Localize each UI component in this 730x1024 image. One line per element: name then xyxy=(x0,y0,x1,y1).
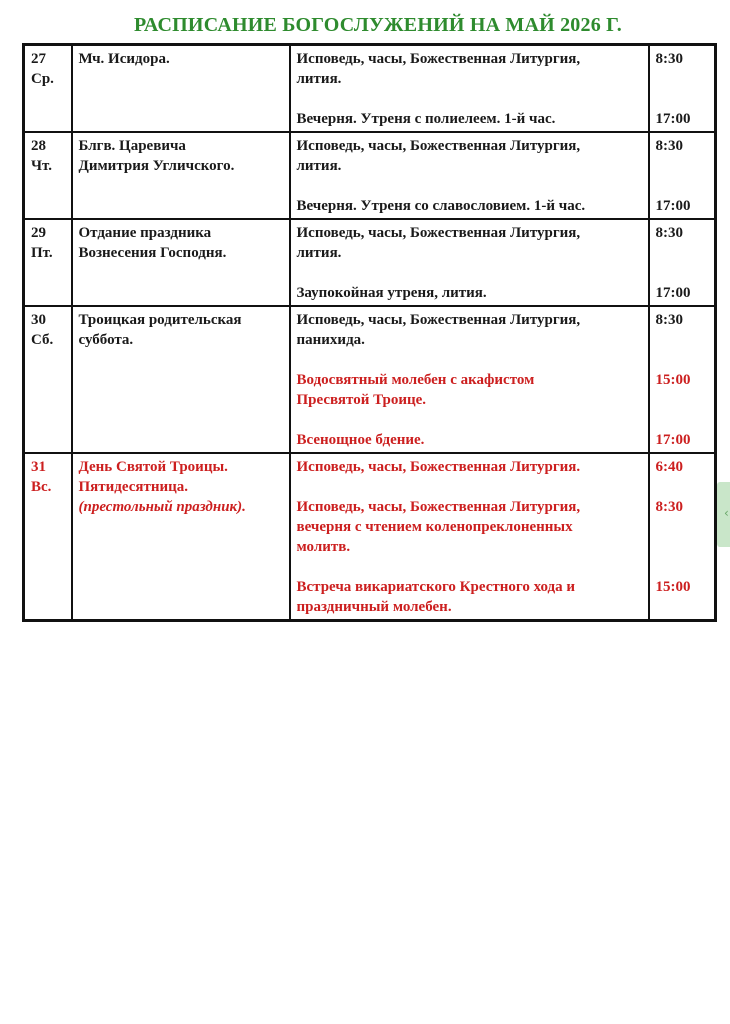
service-cell xyxy=(290,219,649,306)
time-cell xyxy=(649,219,716,306)
service-line: Всенощное бдение. xyxy=(296,432,425,448)
schedule-row xyxy=(24,45,716,133)
chevron-left-icon: ‹ xyxy=(724,506,729,520)
service-time: 17:00 xyxy=(655,111,691,127)
service-line: лития. xyxy=(296,71,342,87)
side-panel-tab[interactable] xyxy=(717,482,730,547)
day-number: 30 xyxy=(31,312,46,328)
service-line: Исповедь, часы, Божественная Литургия, xyxy=(296,138,581,154)
feast-cell xyxy=(72,219,290,306)
service-line: Заупокойная утреня, лития. xyxy=(296,285,487,301)
feast-line: Мч. Исидора. xyxy=(78,51,170,67)
weekday: Ср. xyxy=(31,71,54,87)
service-line: молитв. xyxy=(296,539,351,555)
service-time: 15:00 xyxy=(655,372,691,388)
service-line: вечерня с чтением коленопреклоненных xyxy=(296,519,573,535)
feast-cell xyxy=(72,453,290,621)
service-line: панихида. xyxy=(296,332,365,348)
service-time: 15:00 xyxy=(655,579,691,595)
service-time: 8:30 xyxy=(655,499,683,515)
feast-line: День Святой Троицы. xyxy=(78,459,228,475)
feast-note: (престольный праздник). xyxy=(78,499,246,515)
feast-cell xyxy=(72,306,290,453)
schedule-row xyxy=(24,453,716,621)
date-cell xyxy=(24,219,72,306)
service-time: 17:00 xyxy=(655,198,691,214)
service-line: Вечерня. Утреня с полиелеем. 1-й час. xyxy=(296,111,556,127)
feast-line: Вознесения Господня. xyxy=(78,245,227,261)
date-cell xyxy=(24,132,72,219)
service-cell xyxy=(290,306,649,453)
feast-line: Блгв. Царевича xyxy=(78,138,186,154)
feast-line: Отдание праздника xyxy=(78,225,212,241)
service-time: 8:30 xyxy=(655,51,683,67)
weekday: Пт. xyxy=(31,245,53,261)
service-time: 8:30 xyxy=(655,312,683,328)
service-line: праздничный молебен. xyxy=(296,599,452,615)
time-cell xyxy=(649,453,716,621)
service-line: Исповедь, часы, Божественная Литургия. xyxy=(296,459,581,475)
time-cell xyxy=(649,45,716,133)
service-line: Пресвятой Троице. xyxy=(296,392,427,408)
service-cell xyxy=(290,45,649,133)
schedule-row xyxy=(24,132,716,219)
service-line: лития. xyxy=(296,245,342,261)
day-number: 27 xyxy=(31,51,46,67)
feast-line: Троицкая родительская xyxy=(78,312,242,328)
service-line: лития. xyxy=(296,158,342,174)
service-time: 8:30 xyxy=(655,225,683,241)
service-cell xyxy=(290,453,649,621)
feast-cell xyxy=(72,132,290,219)
day-number: 28 xyxy=(31,138,46,154)
service-line: Водосвятный молебен с акафистом xyxy=(296,372,535,388)
time-cell xyxy=(649,132,716,219)
day-number: 31 xyxy=(31,459,46,475)
weekday: Сб. xyxy=(31,332,54,348)
date-cell xyxy=(24,45,72,133)
service-time: 17:00 xyxy=(655,432,691,448)
service-line: Исповедь, часы, Божественная Литургия, xyxy=(296,51,581,67)
service-line: Исповедь, часы, Божественная Литургия, xyxy=(296,499,581,515)
weekday: Вс. xyxy=(31,479,52,495)
service-time: 17:00 xyxy=(655,285,691,301)
feast-line: Димитрия Угличского. xyxy=(78,158,235,174)
schedule-row xyxy=(24,306,716,453)
time-cell xyxy=(649,306,716,453)
service-time: 8:30 xyxy=(655,138,683,154)
date-cell xyxy=(24,453,72,621)
service-time: 6:40 xyxy=(655,459,683,475)
service-cell xyxy=(290,132,649,219)
feast-line: Пятидесятница. xyxy=(78,479,189,495)
date-cell xyxy=(24,306,72,453)
page-title: РАСПИСАНИЕ БОГОСЛУЖЕНИЙ НА МАЙ 2026 Г. xyxy=(134,14,622,36)
service-line: Исповедь, часы, Божественная Литургия, xyxy=(296,225,581,241)
schedule-row xyxy=(24,219,716,306)
feast-line: суббота. xyxy=(78,332,134,348)
service-line: Вечерня. Утреня со славословием. 1-й час. xyxy=(296,198,586,214)
weekday: Чт. xyxy=(31,158,52,174)
service-line: Встреча викариатского Крестного хода и xyxy=(296,579,576,595)
feast-cell xyxy=(72,45,290,133)
day-number: 29 xyxy=(31,225,46,241)
service-line: Исповедь, часы, Божественная Литургия, xyxy=(296,312,581,328)
schedule-table xyxy=(22,43,717,622)
